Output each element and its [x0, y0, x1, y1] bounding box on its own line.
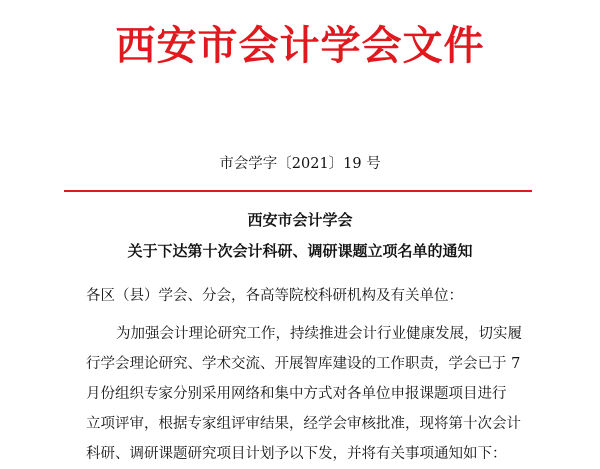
paragraph-line: 为加强会计理论研究工作，持续推进会计行业健康发展，切实履 — [116, 326, 522, 342]
document-number: 市会学字〔2021〕19 号 — [219, 156, 381, 172]
paragraph-line: 科研、调研课题研究项目计划予以下发，并将有关事项通知如下： — [86, 446, 507, 462]
document-header-title: 西安市会计学会文件 — [115, 22, 485, 69]
body-paragraph — [86, 319, 526, 469]
paragraph-line: 立项评审，根据专家组评审结果，经学会审核批准，现将第十次会计 — [86, 416, 521, 432]
notice-title: 关于下达第十次会计科研、调研课题立项名单的通知 — [127, 242, 473, 260]
salutation: 各区（县）学会、分会，各高等院校科研机构及有关单位： — [86, 288, 463, 304]
notice-organization: 西安市会计学会 — [247, 211, 353, 229]
paragraph-line: 行学会理论研究、学术交流、开展智库建设的工作职责，学会已于 7 — [86, 356, 521, 372]
paragraph-line: 月份组织专家分别采用网络和集中方式对各单位申报课题项目进行 — [86, 386, 507, 402]
red-header-rule — [64, 190, 532, 192]
